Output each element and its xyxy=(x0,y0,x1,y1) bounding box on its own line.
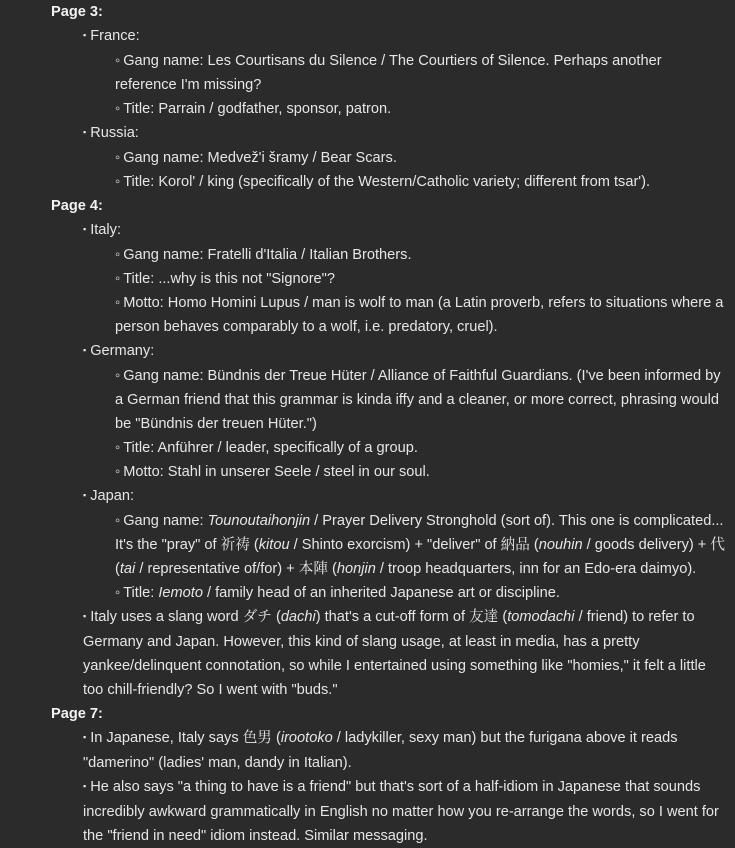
page-7-heading: Page 7: xyxy=(51,706,103,722)
germany-label: ▪ Germany: xyxy=(19,339,725,364)
italy-gang-name: ◦ Gang name: Fratelli d'Italia / Italian Brothers. xyxy=(19,243,725,267)
italy-title: ◦ Title: ...why is this not "Signore"? xyxy=(19,267,725,291)
japan-title: ◦ Title: Iemoto / family head of an inherited Japanese art or discipline. xyxy=(19,581,725,605)
friend-idiom-note: ▪ He also says "a thing to have is a friend" but that's sort of a half-idiom in Japanese that sounds incredibly awkward grammatically in English no matter how you re-arrange the words, so I went for the "friend in need" idiom instead. Similar messaging. xyxy=(19,775,725,848)
france-label: ▪ France: xyxy=(19,24,725,49)
page-4-heading: Page 4: xyxy=(51,198,103,214)
russia-label: ▪ Russia: xyxy=(19,121,725,146)
germany-title: ◦ Title: Anführer / leader, specifically of a group. xyxy=(19,436,725,460)
russia-gang-name: ◦ Gang name: Medvež'i šramy / Bear Scars. xyxy=(19,146,725,170)
irootoko-note: ▪ In Japanese, Italy says 色男 (irootoko / ladykiller, sexy man) but the furigana above it reads "damerino" (ladies' man, dandy in Italian). xyxy=(19,726,725,775)
page-3-heading: Page 3: xyxy=(51,4,103,20)
japan-label: ▪ Japan: xyxy=(19,484,725,509)
germany-gang-name: ◦ Gang name: Bündnis der Treue Hüter / Alliance of Faithful Guardians. (I've been informed by a German friend that this grammar is kinda iffy and a cleaner, or more correct, phrasing would be "Bündnis der treuen Hüter.") xyxy=(19,364,725,436)
france-title: ◦ Title: Parrain / godfather, sponsor, patron. xyxy=(19,97,725,121)
italy-motto: ◦ Motto: Homo Homini Lupus / man is wolf to man (a Latin proverb, refers to situations where a person behaves comparably to a wolf, i.e. predatory, cruel). xyxy=(19,291,725,339)
italy-label: ▪ Italy: xyxy=(19,218,725,243)
germany-motto: ◦ Motto: Stahl in unserer Seele / steel in our soul. xyxy=(19,460,725,484)
japan-gang-name: ◦ Gang name: Tounoutaihonjin / Prayer Delivery Stronghold (sort of). This one is complicated... It's the "pray" of 祈祷 (kitou / Shinto exorcism) + "deliver" of 納品 (nouhin / goods delivery) + 代 (tai / representative of/for) + 本陣 (honjin / troop headquarters, inn for an Edo-era daimyo). xyxy=(19,509,725,581)
slang-note: ▪ Italy uses a slang word ダチ (dachi) that's a cut-off form of 友達 (tomodachi / friend) to refer to Germany and Japan. However, this kind of slang usage, at least in media, has a pretty yankee/delinquent connotation, so while I entertained using something like "homies," it felt a little too chill-friendly? So I went with "buds." xyxy=(19,605,725,702)
russia-title: ◦ Title: Korol' / king (specifically of the Western/Catholic variety; different from tsar'). xyxy=(19,170,725,194)
france-gang-name: ◦ Gang name: Les Courtisans du Silence / The Courtiers of Silence. Perhaps another reference I'm missing? xyxy=(19,49,725,97)
